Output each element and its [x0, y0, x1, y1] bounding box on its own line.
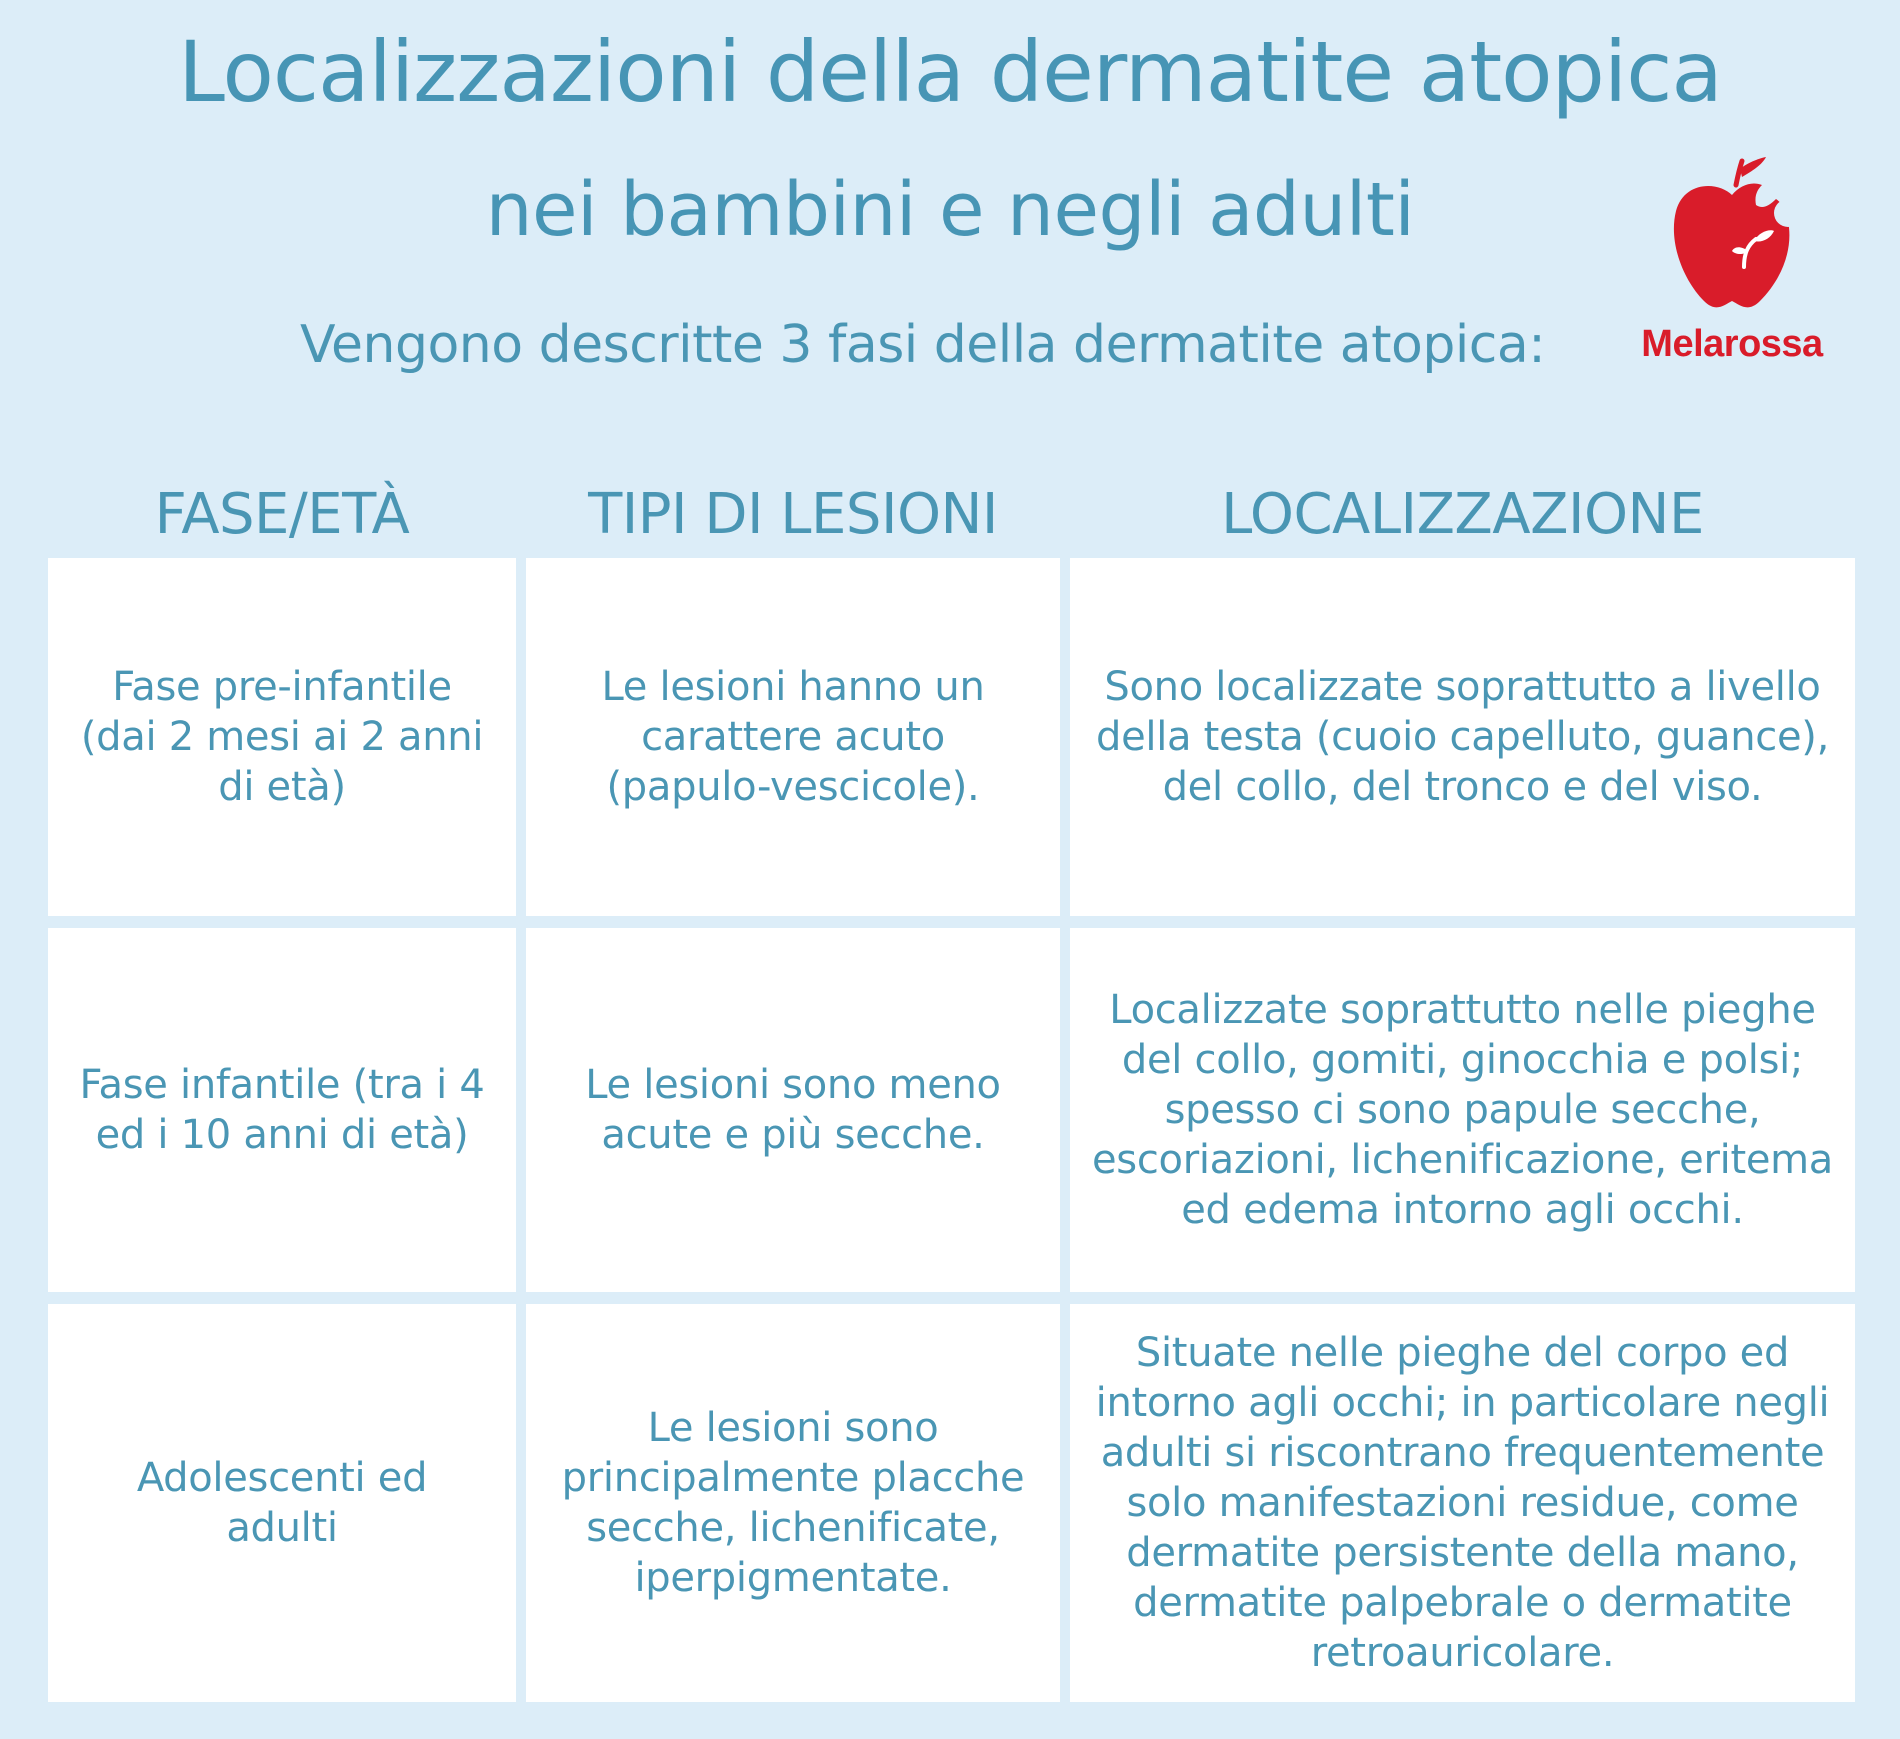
table-cell-lesion-type: Le lesioni sono principalmente placche secche, lichenificate, iperpigmentate.: [526, 1304, 1060, 1702]
table-cell-localization: Situate nelle pieghe del corpo ed intorno agli occhi; in particolare negli adulti si riscontrano frequentemente solo manifestazioni residue, come dermatite persistente della mano, dermatite palpebrale o dermatite retroauricolare.: [1070, 1304, 1855, 1702]
page-subtitle: nei bambini e negli adulti: [485, 167, 1415, 253]
table-cell-lesion-type: Le lesioni hanno un carattere acuto (papulo-vescicole).: [526, 558, 1060, 916]
column-header-phase: FASE/ETÀ: [154, 482, 410, 547]
column-header-lesion-types: TIPI DI LESIONI: [588, 482, 998, 547]
table-cell-lesion-type: Le lesioni sono meno acute e più secche.: [526, 928, 1060, 1292]
table-cell-localization: Sono localizzate soprattutto a livello della testa (cuoio capelluto, guance), del collo, del tronco e del viso.: [1070, 558, 1855, 916]
apple-icon: [1670, 155, 1794, 315]
table-cell-phase: Adolescenti ed adulti: [48, 1304, 516, 1702]
table-cell-phase: Fase pre-infantile (dai 2 mesi ai 2 anni di età): [48, 558, 516, 916]
table-cell-localization: Localizzate soprattutto nelle pieghe del collo, gomiti, ginocchia e polsi; spesso ci sono papule secche, escoriazioni, lichenificazione, eritema ed edema intorno agli occhi.: [1070, 928, 1855, 1292]
brand-name: Melarossa: [1641, 323, 1823, 365]
brand-logo: [1632, 155, 1832, 375]
column-header-localization: LOCALIZZAZIONE: [1221, 482, 1704, 547]
page-title: Localizzazioni della dermatite atopica: [178, 23, 1722, 121]
intro-text: Vengono descritte 3 fasi della dermatite atopica:: [300, 315, 1546, 375]
table-cell-phase: Fase infantile (tra i 4 ed i 10 anni di età): [48, 928, 516, 1292]
